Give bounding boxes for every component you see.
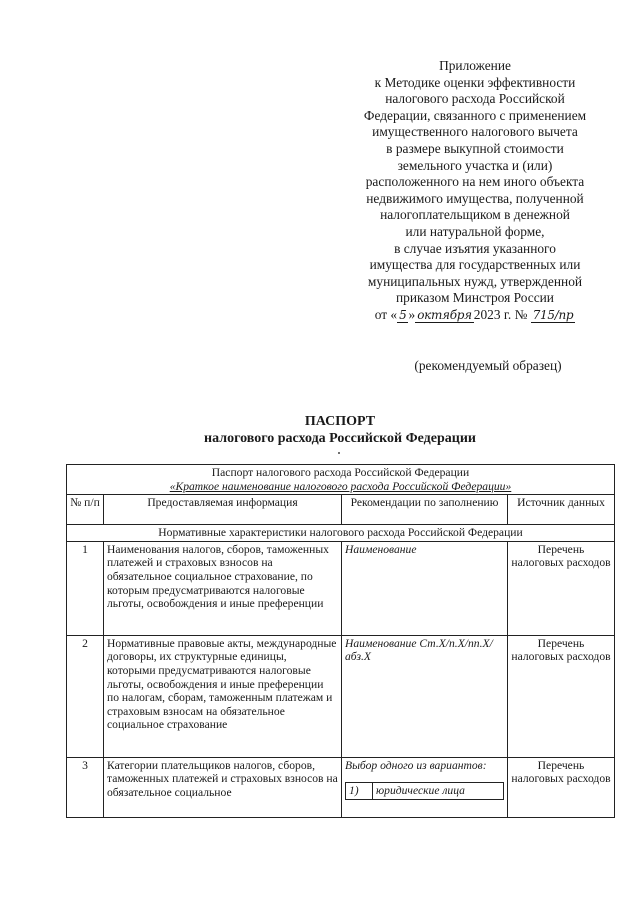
table-header-row [67,465,615,495]
appendix-line: в случае изъятия указанного [394,240,556,256]
table-row [67,757,615,817]
order-date-line [330,307,620,324]
appendix-line: земельного участка и (или) [397,157,553,173]
col-rec: Рекомендации по заполнению [342,495,508,525]
passport-table [66,464,615,818]
appendix-line: Приложение [439,58,511,73]
option-row [346,783,504,800]
appendix-line: недвижимого имущества, полученной [366,190,584,206]
appendix-block [330,58,620,324]
row-source: Перечень налоговых расходов [508,541,615,635]
option-number: 1) [346,783,373,800]
row-recommendation: Наименование Ст.Х/п.Х/пп.Х/абз.Х [342,635,508,757]
row-number: 3 [67,757,104,817]
table-row [67,541,615,635]
row-recommendation: Наименование [342,541,508,635]
row-recommendation: Выбор одного из вариантов: [345,758,487,772]
appendix-line: приказом Минстроя России [396,290,554,306]
row-source: Перечень налоговых расходов [508,635,615,757]
appendix-line: к Методике оценки эффективности [374,74,576,90]
table-header-title: Паспорт налогового расхода Российской Федерации [211,466,470,479]
order-prefix: от « [374,306,398,322]
scan-speck [338,452,340,454]
appendix-line: налогового расхода Российской [385,91,565,107]
row-recommendation-cell [342,757,508,817]
row-number: 1 [67,541,104,635]
appendix-line: налогоплательщиком в денежной [380,207,570,223]
order-number: 715/пр [532,307,574,322]
option-table [345,782,504,800]
row-number: 2 [67,635,104,757]
appendix-line: муниципальных нужд, утвержденной [367,273,583,289]
order-mid: » [408,306,416,322]
order-month: октября [417,307,472,322]
table-header-subtitle: «Краткое наименование налогового расхода Российской Федерации» [169,479,512,493]
section-row [67,525,615,542]
appendix-line: имущества для государственных или [369,257,581,273]
row-info: Категории плательщиков налогов, сборов, таможенных платежей и страховых взносов на обязательное социальное [104,757,342,817]
option-text: юридические лица [373,783,504,800]
col-num: № п/п [67,495,104,525]
col-src: Источник данных [508,495,615,525]
document-title [150,413,530,447]
appendix-line: в размере выкупной стоимости [386,140,564,156]
row-info: Наименования налогов, сборов, таможенных платежей и страховых взносов на обязательное социальное страхование, по которым предусматриваются налоговые льготы, освобождения и иные преференции [104,541,342,635]
order-day: 5 [399,307,407,322]
section-title: Нормативные характеристики налогового расхода Российской Федерации [67,525,615,542]
row-source: Перечень налоговых расходов [508,757,615,817]
title-line-1: ПАСПОРТ [304,414,376,429]
appendix-line: Федерации, связанного с применением [363,107,587,123]
col-info: Предоставляемая информация [104,495,342,525]
table-header [67,465,615,495]
appendix-line: имущественного налогового вычета [372,124,578,140]
title-line-2: налогового расхода Российской Федерации [204,431,476,446]
row-info: Нормативные правовые акты, международные договоры, их структурные единицы, которыми предусматриваются налоговые льготы, освобождения и иные преференции по налогам, сборам, таможенным платежам и страховым взносам на обязательное социальное страхование [104,635,342,757]
order-year: 2023 г. № [473,306,528,322]
table-row [67,635,615,757]
appendix-line: расположенного на нем иного объекта [365,174,585,190]
recommended-note: (рекомендуемый образец) [414,358,562,373]
appendix-line: или натуральной форме, [405,223,545,239]
column-header-row [67,495,615,525]
